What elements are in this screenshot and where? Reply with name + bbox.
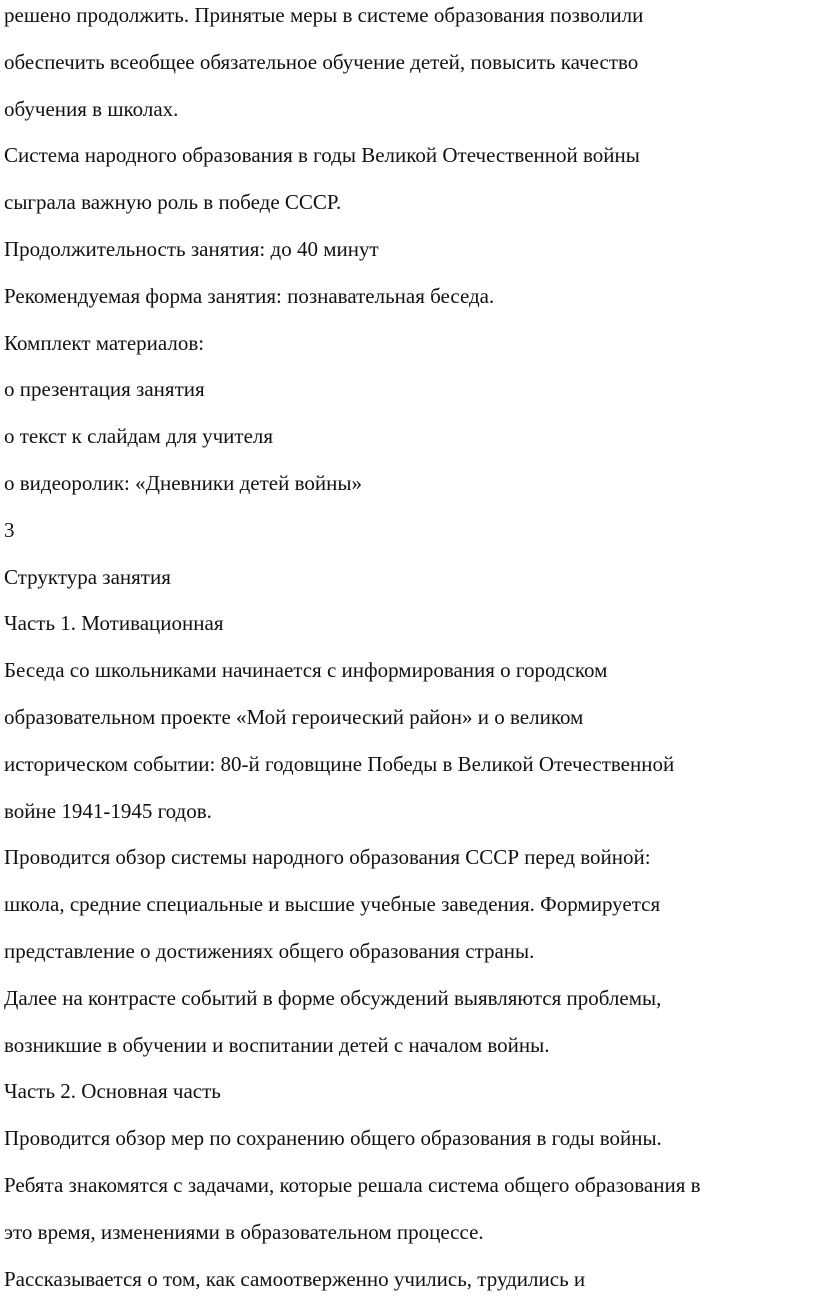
materials-heading: Комплект материалов: bbox=[4, 330, 205, 355]
page-number: 3 bbox=[4, 517, 15, 542]
text-line: войне 1941-1945 годов. bbox=[4, 798, 212, 823]
text-line: обеспечить всеобщее обязательное обучение детей, повысить качество bbox=[4, 49, 639, 74]
part-heading: Часть 2. Основная часть bbox=[4, 1079, 221, 1104]
document-body bbox=[4, 0, 812, 1310]
list-item: o видеоролик: «Дневники детей войны» bbox=[4, 470, 362, 495]
list-item: o текст к слайдам для учителя bbox=[4, 424, 274, 449]
text-line: историческом событии: 80-й годовщине Победы в Великой Отечественной bbox=[4, 751, 675, 776]
text-line: представление о достижениях общего образования страны. bbox=[4, 938, 535, 963]
text-line: сыграла важную роль в победе СССР. bbox=[4, 190, 342, 215]
section-heading: Структура занятия bbox=[4, 564, 171, 589]
text-line: обучения в школах. bbox=[4, 96, 179, 121]
text-line: Далее на контрасте событий в форме обсуждений выявляются проблемы, bbox=[4, 985, 662, 1010]
text-line: это время, изменениями в образовательном процессе. bbox=[4, 1219, 484, 1244]
text-line: Рекомендуемая форма занятия: познавательная беседа. bbox=[4, 283, 495, 308]
part-heading: Часть 1. Мотивационная bbox=[4, 611, 224, 636]
text-line: возникшие в обучении и воспитании детей с началом войны. bbox=[4, 1032, 550, 1057]
text-line: Ребята знакомятся с задачами, которые решала система общего образования в bbox=[4, 1172, 701, 1197]
text-line: образовательном проекте «Мой героический район» и о великом bbox=[4, 704, 584, 729]
text-line: Проводится обзор системы народного образования СССР перед войной: bbox=[4, 845, 651, 870]
text-line: решено продолжить. Принятые меры в системе образования позволили bbox=[4, 3, 644, 27]
text-line: Рассказывается о том, как самоотверженно учились, трудились и bbox=[4, 1266, 586, 1291]
text-line: Продолжительность занятия: до 40 минут bbox=[4, 236, 379, 261]
text-line: школа, средние специальные и высшие учебные заведения. Формируется bbox=[4, 892, 661, 917]
text-line: Проводится обзор мер по сохранению общего образования в годы войны. bbox=[4, 1126, 662, 1151]
list-item: o презентация занятия bbox=[4, 377, 205, 402]
text-line: Система народного образования в годы Великой Отечественной войны bbox=[4, 143, 640, 168]
text-line: Беседа со школьниками начинается с информирования о городском bbox=[4, 658, 608, 683]
